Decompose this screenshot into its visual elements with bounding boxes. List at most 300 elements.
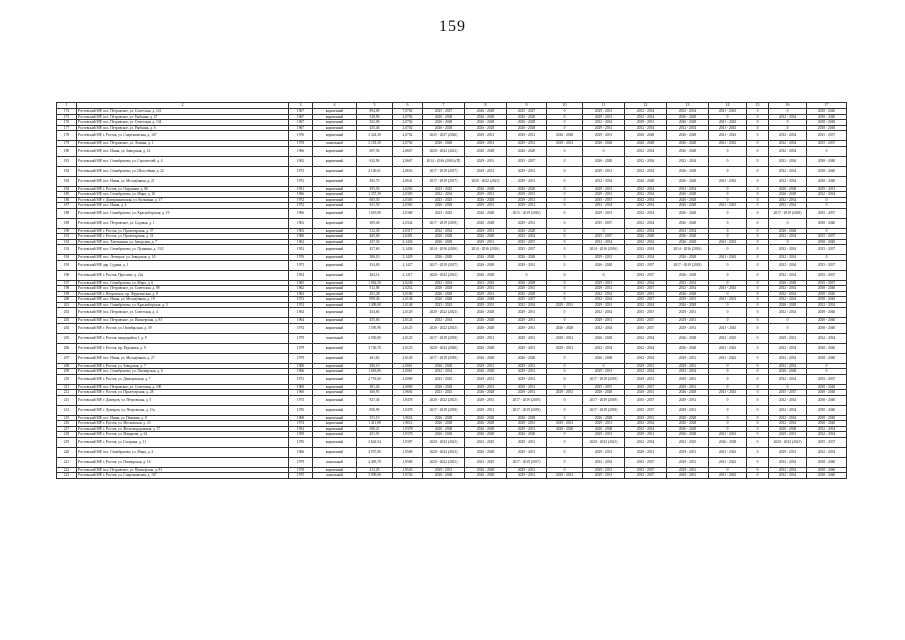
table-cell: 2026 - 2028 <box>625 234 667 240</box>
table-cell: 0 <box>747 343 769 353</box>
table-cell: 2026 - 2028 <box>667 203 709 209</box>
table-cell: 1,9397 <box>393 437 423 447</box>
table-cell: 2032 - 2034 <box>807 447 847 457</box>
table-cell: кирпичный <box>313 270 357 280</box>
table-cell: 197 <box>57 280 77 286</box>
table-cell: 2029 - 2031 <box>507 421 547 427</box>
table-cell: 2032 - 2034 <box>769 156 807 166</box>
table-cell: 2025 - 2027 <box>507 109 547 115</box>
table-cell: 2,0125 <box>393 323 423 333</box>
capital-repair-schedule-table <box>56 102 847 479</box>
table-cell: 632,90 <box>357 156 393 166</box>
table-cell: 0 <box>547 447 583 457</box>
table-cell: 0 <box>583 146 625 156</box>
table-row <box>57 437 847 447</box>
table-cell: 2032 - 2034 <box>625 245 667 255</box>
table-cell: кирпичный <box>313 114 357 120</box>
table-cell: 2026 - 2028 <box>769 280 807 286</box>
table-cell: 2032 - 2034 <box>667 280 709 286</box>
table-cell: 2029 - 2031 <box>583 186 625 192</box>
table-cell: 2035 - 2037 <box>583 384 625 390</box>
table-cell: 0 <box>747 333 769 343</box>
table-cell: 2026 - 2028 <box>465 146 507 156</box>
table-cell: 2017 - 2019 (2017) <box>423 260 465 270</box>
table-cell: 2029 - 2031 <box>625 390 667 396</box>
table-cell: 2026 - 2028 <box>465 208 507 218</box>
table-cell: 2,0186 <box>393 291 423 297</box>
table-cell: 2029 - 2031 <box>507 131 547 141</box>
table-cell: 2,0365 <box>393 203 423 209</box>
address-cell: Ростовский МР, пос. Петровское, ул. Советская, д. 100 <box>77 384 289 390</box>
table-cell: 2026 - 2028 <box>583 415 625 421</box>
table-cell: кирпичный <box>313 203 357 209</box>
table-cell: 0 <box>709 291 747 297</box>
table-cell: 2035 - 2037 <box>583 218 625 228</box>
table-cell: 2029 - 2031 <box>583 473 625 479</box>
table-cell: 2026 - 2028 <box>465 270 507 280</box>
table-cell: 0 <box>547 120 583 126</box>
table-cell: 0 <box>547 384 583 390</box>
table-cell: 2029 - 2031 <box>465 405 507 415</box>
table-cell: 2029 - 2031 <box>507 318 547 324</box>
table-cell: 194 <box>57 255 77 261</box>
table-cell: 2026 - 2028 <box>667 302 709 308</box>
table-cell: 2029 - 2031 <box>465 192 507 198</box>
table-cell: 2029 - 2031 <box>423 467 465 473</box>
table-cell: 2,0303 <box>393 197 423 203</box>
column-number-7: 7 <box>423 103 465 109</box>
table-cell: 999,40 <box>357 297 393 303</box>
table-cell: 2017 - 2019 (2019) <box>583 374 625 384</box>
table-cell: 2029 - 2031 <box>625 415 667 421</box>
table-cell: 528,90 <box>357 114 393 120</box>
table-cell: 894,00 <box>357 109 393 115</box>
table-cell: 2041 - 2043 <box>709 323 747 333</box>
table-cell: 2041 - 2043 <box>709 343 747 353</box>
address-cell: Ростовский МР, пос. Ишня, ул. Пенкина, д. 8 <box>77 415 289 421</box>
table-cell: 2026 - 2028 <box>769 302 807 308</box>
table-cell: 221 <box>57 457 77 467</box>
table-cell: 2026 - 2028 <box>667 432 709 438</box>
table-cell: 0 <box>709 146 747 156</box>
table-cell: 2041 - 2043 <box>709 109 747 115</box>
table-cell: 0 <box>747 141 769 147</box>
table-cell: 2029 - 2031 <box>769 333 807 343</box>
table-cell: 2 642,54 <box>357 437 393 447</box>
table-cell: 1965 <box>289 280 313 286</box>
table-cell: 927,40 <box>357 395 393 405</box>
table-cell: 0 <box>547 208 583 218</box>
table-cell: 2038 - 2040 <box>807 239 847 245</box>
table-cell: 2038 - 2040 <box>807 473 847 479</box>
table-cell: 2026 - 2028 <box>423 255 465 261</box>
table-cell: 0 <box>709 384 747 390</box>
table-cell: 2032 - 2034 <box>625 302 667 308</box>
table-cell: 0 <box>547 353 583 363</box>
table-cell: 2020 - 2022 (2021) <box>423 308 465 318</box>
table-cell: 2038 - 2040 <box>807 390 847 396</box>
table-cell: 2029 - 2031 <box>507 374 547 384</box>
table-cell: 2020 - 2022 (2021) <box>423 457 465 467</box>
address-cell: Ростовский МР, г. Ростов, ул. Макарова, д. 62 <box>77 432 289 438</box>
table-cell: 0 <box>769 239 807 245</box>
table-cell: 218 <box>57 432 77 438</box>
table-cell: 2029 - 2031 <box>583 109 625 115</box>
table-cell: 2026 - 2028 <box>583 156 625 166</box>
table-cell: 2014 - 2016 (2016) <box>465 245 507 255</box>
table-cell: 2026 - 2028 <box>547 426 583 432</box>
table-cell: 212 <box>57 390 77 396</box>
table-cell: 2035 - 2037 <box>625 318 667 324</box>
table-cell: 2029 - 2031 <box>667 384 709 390</box>
table-cell: 0 <box>547 192 583 198</box>
table-cell: 0 <box>747 291 769 297</box>
table-cell: 1968 <box>289 363 313 369</box>
table-cell: 0 <box>747 208 769 218</box>
table-cell: 1967 <box>289 109 313 115</box>
address-cell: Ростовский МР, пос. Ишня, ул. Молодёжная, д. 27 <box>77 353 289 363</box>
table-cell: 0 <box>547 260 583 270</box>
table-cell: 2032 - 2034 <box>583 308 625 318</box>
table-cell: 2017 - 2019 (2018) <box>769 208 807 218</box>
table-cell: 2023 - 2025 <box>465 457 507 467</box>
table-cell: 2038 - 2040 <box>807 291 847 297</box>
table-cell: 2026 - 2028 <box>465 415 507 421</box>
table-cell: 2032 - 2034 <box>583 291 625 297</box>
table-cell: 1960 <box>289 390 313 396</box>
table-cell: 2032 - 2034 <box>625 218 667 228</box>
table-cell: 2041 - 2043 <box>709 176 747 186</box>
table-cell: 2,0702 <box>393 125 423 131</box>
table-body <box>57 109 847 479</box>
table-cell: 0 <box>747 323 769 333</box>
table-cell: 2029 - 2031 <box>667 323 709 333</box>
table-cell: 1962 <box>289 286 313 292</box>
table-cell: 179 <box>57 141 77 147</box>
table-cell: 2026 - 2028 <box>423 421 465 427</box>
address-cell: Ростовский МР, пос. Петровское, ул. Рыбкина, д. 6 <box>77 125 289 131</box>
table-cell: 2029 - 2031 <box>507 218 547 228</box>
table-cell: кирпичный <box>313 208 357 218</box>
table-cell: 2038 - 2040 <box>807 156 847 166</box>
table-cell: 1966 <box>289 146 313 156</box>
table-cell: 0 <box>747 166 769 176</box>
table-cell: 0 <box>583 363 625 369</box>
table-cell: панельный <box>313 457 357 467</box>
table-cell: 2026 - 2028 <box>465 447 507 457</box>
table-row <box>57 245 847 255</box>
table-cell: 2026 - 2028 <box>423 114 465 120</box>
table-cell: 0 <box>747 131 769 141</box>
table-cell: 455,40 <box>357 125 393 131</box>
table-cell: 2041 - 2043 <box>709 131 747 141</box>
table-cell: 2038 - 2040 <box>807 405 847 415</box>
table-cell: 2017 - 2019 (2017) <box>423 176 465 186</box>
table-cell: 2026 - 2028 <box>465 109 507 115</box>
table-cell: 1976 <box>289 437 313 447</box>
table-cell: 2026 - 2028 <box>667 114 709 120</box>
table-cell: 2032 - 2034 <box>769 291 807 297</box>
table-cell: 2026 - 2028 <box>583 141 625 147</box>
table-cell: 1975 <box>289 260 313 270</box>
table-cell: 2032 - 2034 <box>507 302 547 308</box>
table-cell: 215 <box>57 415 77 421</box>
table-cell: 2029 - 2031 <box>769 447 807 457</box>
table-cell: 0 <box>547 415 583 421</box>
table-cell: 2026 - 2028 <box>465 343 507 353</box>
table-cell: 2032 - 2034 <box>667 369 709 375</box>
table-cell: 1968 <box>289 415 313 421</box>
table-cell: 2020 - 2022 (2021) <box>423 395 465 405</box>
table-cell: кирпичный <box>313 353 357 363</box>
table-cell: 2032 - 2034 <box>625 333 667 343</box>
table-cell: 2026 - 2028 <box>423 473 465 479</box>
table-cell: 2023 - 2025 <box>667 437 709 447</box>
table-cell: 2029 - 2031 <box>667 395 709 405</box>
table-cell: 2020 - 2022 (2020) <box>423 343 465 353</box>
table-cell: кирпичный <box>313 218 357 228</box>
table-cell: 1967 <box>289 114 313 120</box>
table-cell: 0 <box>747 146 769 156</box>
table-cell: 202 <box>57 308 77 318</box>
table-cell: 2029 - 2031 <box>769 432 807 438</box>
table-cell: 2026 - 2028 <box>507 353 547 363</box>
table-cell: 0 <box>709 426 747 432</box>
table-cell: 1962 <box>289 239 313 245</box>
table-cell: 2032 - 2034 <box>583 120 625 126</box>
table-cell: 2032 - 2034 <box>423 228 465 234</box>
table-cell: 2032 - 2034 <box>807 426 847 432</box>
table-cell: 2026 - 2028 <box>465 318 507 324</box>
table-cell: кирпичный <box>313 405 357 415</box>
table-cell: 697,50 <box>357 146 393 156</box>
table-cell: 2032 - 2034 <box>667 156 709 166</box>
table-cell: 1979 <box>289 333 313 343</box>
table-cell: 0 <box>547 186 583 192</box>
table-cell: 1976 <box>289 255 313 261</box>
table-cell: 185 <box>57 192 77 198</box>
table-cell: 2029 - 2031 <box>583 166 625 176</box>
table-cell: 2026 - 2028 <box>769 426 807 432</box>
table-cell: 2,0702 <box>393 120 423 126</box>
table-cell: 2026 - 2028 <box>423 426 465 432</box>
table-cell: 0 <box>547 457 583 467</box>
table-cell: 2035 - 2037 <box>625 457 667 467</box>
table-cell: 2029 - 2031 <box>507 166 547 176</box>
table-cell: 2029 - 2031 <box>507 473 547 479</box>
table-cell: 0 <box>747 297 769 303</box>
table-cell: 2035 - 2037 <box>807 131 847 141</box>
table-cell: 2035 - 2037 <box>625 384 667 390</box>
table-cell: 0 <box>547 218 583 228</box>
table-cell: 0 <box>769 125 807 131</box>
table-cell: 2,0317 <box>393 228 423 234</box>
table-cell: 2026 - 2028 <box>667 426 709 432</box>
table-cell: 2,0138 <box>393 297 423 303</box>
address-cell: Ростовский МР, г. Дмитров, ул. Петровская, д. 11а <box>77 405 289 415</box>
table-cell: 2032 - 2034 <box>769 114 807 120</box>
table-cell: 2026 - 2028 <box>465 421 507 427</box>
table-cell: 2026 - 2028 <box>423 125 465 131</box>
table-cell: 1972 <box>289 203 313 209</box>
table-cell: 2029 - 2031 <box>547 390 583 396</box>
table-cell: 2,0667 <box>393 146 423 156</box>
table-cell: 2032 - 2034 <box>769 176 807 186</box>
table-cell: 2017 - 2019 (2017) <box>507 457 547 467</box>
table-cell: 0 <box>769 218 807 228</box>
table-cell: 3 118,50 <box>357 141 393 147</box>
table-cell: 0 <box>747 197 769 203</box>
table-cell: 2032 - 2034 <box>769 374 807 384</box>
table-cell: 2026 - 2028 <box>465 467 507 473</box>
table-row <box>57 333 847 343</box>
table-cell: 2017 - 2019 (2019) <box>423 218 465 228</box>
table-cell: 2029 - 2031 <box>583 447 625 457</box>
table-cell: 2020 - 2022 (2021) <box>423 323 465 333</box>
address-cell: Ростовский МР, г. Ростов, ул. Спартаковская, д. 167 <box>77 473 289 479</box>
table-cell: 0 <box>547 125 583 131</box>
table-cell: 2020 - 2022 (2021) <box>423 447 465 457</box>
table-cell: 0 <box>747 186 769 192</box>
table-cell: кирпичный <box>313 302 357 308</box>
table-cell: 2029 - 2031 <box>547 421 583 427</box>
table-cell: 2020 - 2022 (2021) <box>769 437 807 447</box>
table-cell: 0 <box>747 192 769 198</box>
table-cell: 0 <box>747 353 769 363</box>
table-cell: 0 <box>747 270 769 280</box>
table-cell: 0 <box>547 156 583 166</box>
address-cell: Ростовский МР, пос. Семибратово, ул. Пушкина, д. 13/2 <box>77 245 289 255</box>
table-cell: 2026 - 2028 <box>667 166 709 176</box>
table-cell: 2035 - 2037 <box>625 395 667 405</box>
table-cell: 2032 - 2034 <box>807 432 847 438</box>
table-cell: 2041 - 2043 <box>709 473 747 479</box>
table-cell: 216 <box>57 421 77 427</box>
table-cell: 0 <box>747 114 769 120</box>
table-cell: 0 <box>747 447 769 457</box>
table-cell: 2,0633 <box>393 166 423 176</box>
table-cell: 2026 - 2028 <box>465 353 507 363</box>
table-cell: 0 <box>747 109 769 115</box>
table-cell: 0 <box>547 363 583 369</box>
table-cell: 2032 - 2034 <box>625 280 667 286</box>
table-cell: 2035 - 2037 <box>807 208 847 218</box>
address-cell: Ростовский МР, дер. Судина, д. 1 <box>77 260 289 270</box>
table-cell: 2032 - 2034 <box>667 125 709 131</box>
table-cell: 2029 - 2031 <box>465 384 507 390</box>
table-cell: кирпичный <box>313 363 357 369</box>
table-cell: 2032 - 2034 <box>625 239 667 245</box>
table-cell: 1,9378 <box>393 426 423 432</box>
table-cell: 1979 <box>289 353 313 363</box>
table-cell: 1966 <box>289 369 313 375</box>
table-row <box>57 405 847 415</box>
table-cell: 2032 - 2034 <box>807 302 847 308</box>
table-cell: 1963 <box>289 218 313 228</box>
table-cell: 209 <box>57 369 77 375</box>
table-cell: 2029 - 2031 <box>583 432 625 438</box>
table-cell: 0 <box>709 245 747 255</box>
table-cell: 1,9654 <box>393 415 423 421</box>
table-cell: кирпичный <box>313 156 357 166</box>
address-cell: Ростовский МР, пос. Семибратово, ул. Мира, д. 2 <box>77 447 289 457</box>
table-cell: 0 <box>583 228 625 234</box>
table-cell: 2020 - 2022 (2021) <box>583 437 625 447</box>
table-cell: 2026 - 2028 <box>465 297 507 303</box>
table-cell: 2026 - 2028 <box>465 186 507 192</box>
address-cell: Ростовский МР, г. Дмитров, ул. Петровская, д. 5 <box>77 395 289 405</box>
table-cell: 2032 - 2034 <box>625 156 667 166</box>
table-cell: кирпичный <box>313 447 357 457</box>
table-cell: кирпичный <box>313 280 357 286</box>
table-cell: 2,0120 <box>393 353 423 363</box>
table-row <box>57 323 847 333</box>
table-cell: 2029 - 2031 <box>583 302 625 308</box>
table-row <box>57 374 847 384</box>
table-cell: 213 <box>57 395 77 405</box>
table-cell: 0 <box>747 467 769 473</box>
table-cell: 0 <box>547 166 583 176</box>
table-cell: 0 <box>547 146 583 156</box>
table-cell: кирпичный <box>313 255 357 261</box>
table-cell: 2026 - 2028 <box>465 255 507 261</box>
table-cell: кирпичный <box>313 260 357 270</box>
table-cell: 175 <box>57 114 77 120</box>
table-cell: 2026 - 2028 <box>709 437 747 447</box>
table-cell: 203 <box>57 318 77 324</box>
table-row <box>57 208 847 218</box>
table-cell: 1963 <box>289 291 313 297</box>
table-cell: 2026 - 2028 <box>625 131 667 141</box>
table-cell: 2,1427 <box>393 260 423 270</box>
address-cell: Ростовский МР, г. Ростов, ул. Пролетарская, д. 28 <box>77 390 289 396</box>
table-cell: 0 <box>769 384 807 390</box>
table-cell: 2029 - 2031 <box>507 141 547 147</box>
address-cell: Ростовский МР, пос. Семибратово, ул. Красноборская, д. 19 <box>77 208 289 218</box>
table-cell: 2029 - 2031 <box>507 192 547 198</box>
table-cell: 205 <box>57 333 77 343</box>
table-cell: 2029 - 2031 <box>507 176 547 186</box>
table-cell: 2017 - 2019 (2019) <box>507 405 547 415</box>
table-cell: 1,9478 <box>393 395 423 405</box>
address-cell: Ростовский МР, г. Ростов, ул. Заводская, д. 7 <box>77 363 289 369</box>
table-cell: 2029 - 2031 <box>465 156 507 166</box>
table-cell: 0 <box>547 280 583 286</box>
table-cell: 2032 - 2034 <box>769 203 807 209</box>
table-row <box>57 353 847 363</box>
table-cell: 2041 - 2043 <box>709 353 747 363</box>
table-cell: 2026 - 2028 <box>667 390 709 396</box>
table-cell: кирпичный <box>313 297 357 303</box>
table-cell: 2023 - 2025 <box>465 280 507 286</box>
table-cell: 0 <box>747 374 769 384</box>
table-cell: 2026 - 2028 <box>423 415 465 421</box>
table-cell: 2029 - 2031 <box>667 353 709 363</box>
table-cell: 351,10 <box>357 415 393 421</box>
table-cell: 222 <box>57 467 77 473</box>
table-cell: 2041 - 2043 <box>709 239 747 245</box>
table-cell: 2026 - 2028 <box>465 390 507 396</box>
table-cell: 2026 - 2028 <box>547 323 583 333</box>
table-cell: 2,0252 <box>393 286 423 292</box>
table-cell: 2014 - 2016 (2016) <box>423 245 465 255</box>
table-cell: 2029 - 2031 <box>507 260 547 270</box>
column-number-6: 6 <box>393 103 423 109</box>
table-cell: кирпичный <box>313 120 357 126</box>
table-cell: 0 <box>747 432 769 438</box>
table-cell: 2026 - 2028 <box>507 280 547 286</box>
address-cell: Ростовский МР, г. Ростов, ул. Спартаковская, д. 167 <box>77 131 289 141</box>
